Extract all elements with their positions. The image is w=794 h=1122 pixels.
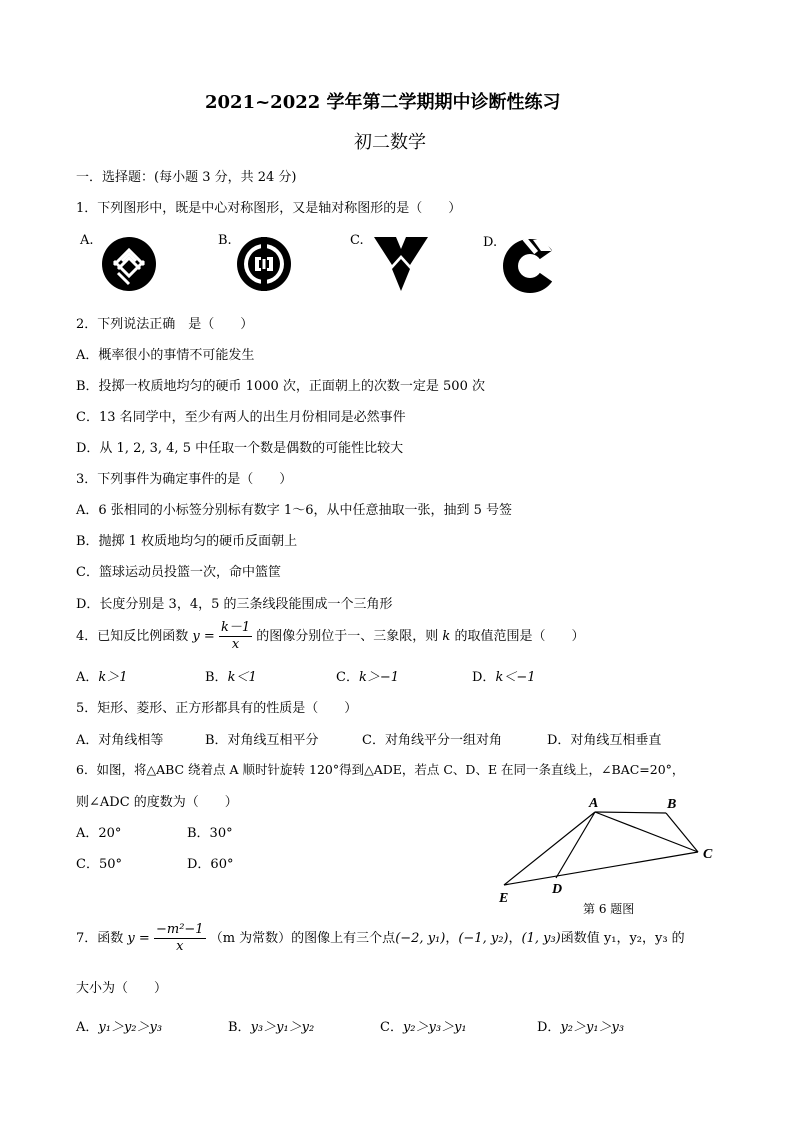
q7-point-3: (1, y₃) bbox=[521, 931, 561, 946]
q4-option-d-value: k＜−1 bbox=[495, 670, 536, 685]
q5-option-b: B．对角线互相平分 bbox=[205, 733, 319, 748]
q4-eq: = bbox=[203, 629, 215, 644]
q1-option-b-label: B. bbox=[218, 233, 232, 248]
q7-option-c bbox=[380, 1016, 467, 1035]
q7-fraction bbox=[154, 922, 206, 955]
question-3-stem: 3．下列事件为确定事件的是（ ） bbox=[76, 472, 293, 487]
q6-option-a: A．20° bbox=[76, 826, 122, 841]
question-6-line1: 6．如图，将△ABC 绕着点 A 顺时针旋转 120°得到△ADE，若点 C、D、E 在同一条直线上，∠BAC=20°， bbox=[76, 762, 685, 777]
q4-option-d-label: D． bbox=[472, 670, 496, 685]
q7-option-d-value: y₂＞y₁＞y₃ bbox=[560, 1020, 625, 1035]
q7-prefix: 7．函数 bbox=[76, 931, 124, 946]
q4-option-c-value: k＞−1 bbox=[358, 670, 399, 685]
v-triangle-logo-icon bbox=[372, 235, 430, 293]
q7-option-a bbox=[76, 1016, 162, 1035]
q7-point-1: (−2, y₁) bbox=[395, 931, 446, 946]
page-subtitle: 初二数学 bbox=[354, 132, 426, 153]
q4-fraction bbox=[219, 620, 252, 653]
q7-option-c-value: y₂＞y₃＞y₁ bbox=[402, 1020, 467, 1035]
q4-numerator: k－1 bbox=[220, 620, 251, 635]
china-mobile-logo-icon bbox=[100, 235, 158, 293]
q7-point-2: (−1, y₂) bbox=[458, 931, 509, 946]
q4-option-b-label: B． bbox=[205, 670, 228, 685]
point-d-label: D bbox=[552, 882, 563, 897]
question-7-stem: 7．函数 y = $\frac{\text{−m²−1}}{x}$ （m 为常数）的图像上有三个点(−2, y₁)，(−1, y₂)，(1, y₃)函数值 y₁，y₂，y₃ 的 bbox=[76, 922, 685, 954]
q7-tail: 函数值 y₁，y₂，y₃ 的 bbox=[560, 931, 685, 946]
q3-option-b: B．抛掷 1 枚质地均匀的硬币反面朝上 bbox=[76, 534, 298, 549]
question-5-stem: 5．矩形、菱形、正方形都具有的性质是（ ） bbox=[76, 701, 358, 716]
q1-option-c-label: C. bbox=[350, 233, 364, 248]
q4-option-b-value: k＜1 bbox=[227, 670, 257, 685]
q6-geometry-figure bbox=[490, 790, 730, 904]
q6-option-b: B．30° bbox=[187, 826, 233, 841]
q4-suffix: 的取值范围是（ ） bbox=[454, 629, 585, 644]
q4-option-c bbox=[336, 666, 399, 685]
question-6-line2: 则∠ADC 的度数为（ ） bbox=[76, 795, 238, 810]
q7-option-c-label: C． bbox=[380, 1020, 403, 1035]
q4-prefix: 4．已知反比例函数 bbox=[76, 629, 189, 644]
q4-y: y bbox=[192, 629, 200, 644]
q6-figure-caption: 第 6 题图 bbox=[583, 902, 635, 916]
q7-option-a-value: y₁＞y₂＞y₃ bbox=[98, 1020, 163, 1035]
point-c-label: C bbox=[703, 847, 713, 862]
q1-option-d-label: D. bbox=[483, 235, 498, 250]
q3-option-d: D．长度分别是 3，4，5 的三条线段能围成一个三角形 bbox=[76, 597, 393, 612]
q4-middle: 的图像分别位于一、三象限，则 bbox=[256, 629, 439, 644]
q4-k: k bbox=[442, 629, 451, 644]
q7-denominator: x bbox=[176, 939, 184, 954]
q4-denominator: x bbox=[231, 637, 240, 652]
q7-middle: （m 为常数）的图像上有三个点 bbox=[209, 931, 396, 946]
point-b-label: B bbox=[667, 797, 677, 812]
q7-option-a-label: A． bbox=[76, 1020, 99, 1035]
question-4-stem bbox=[76, 620, 584, 653]
q5-option-c: C．对角线平分一组对角 bbox=[362, 733, 502, 748]
q4-option-b bbox=[205, 666, 257, 685]
q4-option-a-value: k＞1 bbox=[98, 670, 128, 685]
q5-option-d: D．对角线互相垂直 bbox=[547, 733, 662, 748]
q7-option-d bbox=[537, 1016, 624, 1035]
q4-option-c-label: C． bbox=[336, 670, 359, 685]
q3-option-a: A．6 张相同的小标签分别标有数字 1～6，从中任意抽取一张，抽到 5 号签 bbox=[76, 503, 513, 518]
q7-y: y bbox=[127, 931, 135, 946]
q4-option-a-label: A． bbox=[76, 670, 99, 685]
section-heading: 一．选择题：(每小题 3 分，共 24 分) bbox=[76, 170, 297, 185]
q2-option-d: D．从 1, 2, 3, 4, 5 中任取一个数是偶数的可能性比较大 bbox=[76, 441, 404, 456]
ccb-logo-icon bbox=[500, 237, 560, 295]
q4-option-d bbox=[472, 666, 535, 685]
point-a-label: A bbox=[589, 796, 599, 811]
q7-eq: = bbox=[138, 931, 150, 946]
q7-option-d-label: D． bbox=[537, 1020, 561, 1035]
q6-option-c: C．50° bbox=[76, 857, 122, 872]
q1-option-a-label: A. bbox=[80, 233, 94, 248]
q5-option-a: A．对角线相等 bbox=[76, 733, 164, 748]
q7-option-b-label: B． bbox=[228, 1020, 251, 1035]
q7-option-b bbox=[228, 1016, 314, 1035]
q2-option-c: C．13 名同学中，至少有两人的出生月份相同是必然事件 bbox=[76, 410, 406, 425]
q7-numerator: −m²−1 bbox=[155, 922, 204, 937]
q3-option-c: C．篮球运动员投篮一次，命中篮筐 bbox=[76, 565, 281, 580]
q6-option-d: D．60° bbox=[187, 857, 234, 872]
q2-option-b: B．投掷一枚质地均匀的硬币 1000 次，正面朝上的次数一定是 500 次 bbox=[76, 379, 485, 394]
question-2-stem: 2．下列说法正确 是（ ） bbox=[76, 317, 254, 332]
question-7-line2: 大小为（ ） bbox=[76, 981, 168, 996]
bank-of-china-logo-icon bbox=[235, 235, 293, 293]
q4-option-a bbox=[76, 666, 128, 685]
point-e-label: E bbox=[499, 891, 509, 906]
q2-option-a: A．概率很小的事情不可能发生 bbox=[76, 348, 255, 363]
page-title: 2021~2022 学年第二学期期中诊断性练习 bbox=[205, 92, 561, 113]
q7-option-b-value: y₃＞y₁＞y₂ bbox=[250, 1020, 315, 1035]
question-1-stem: 1．下列图形中，既是中心对称图形，又是轴对称图形的是（ ） bbox=[76, 201, 462, 216]
